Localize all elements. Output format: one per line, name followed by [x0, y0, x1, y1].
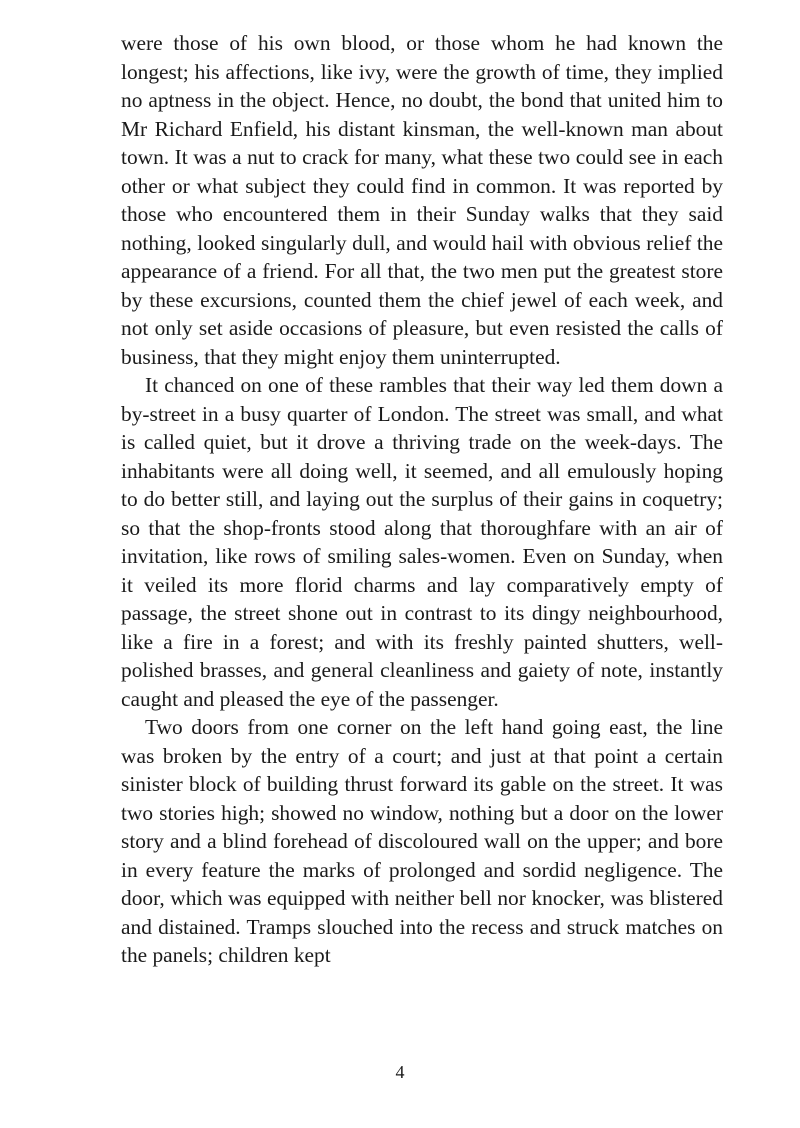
paragraph-1: were those of his own blood, or those whom he had known the longest; his affections, like ivy, were the growth of time, they implied no aptness in the object. Hence, no doubt, the bond that united him to Mr Richard Enfield, his distant kinsman, the well-known man about town. It was a nut to crack for many, what these two could see in each other or what subject they could find in common. It was reported by those who encountered them in their Sunday walks that they said nothing, looked singularly dull, and would hail with obvious relief the appearance of a friend. For all that, the two men put the greatest store by these excursions, counted them the chief jewel of each week, and not only set aside occasions of pleasure, but even resisted the calls of business, that they might enjoy them uninterrupted.: [121, 31, 723, 369]
body-text: [121, 29, 723, 970]
page-number: 4: [395, 1062, 405, 1082]
paragraph-3: Two doors from one corner on the left hand going east, the line was broken by the entry of a court; and just at that point a certain sinister block of building thrust forward its gable on the street. It was two stories high; showed no window, nothing but a door on the lower story and a blind forehead of discoloured wall on the upper; and bore in every feature the marks of prolonged and sordid negligence. The door, which was equipped with neither bell nor knocker, was blistered and distained. Tramps slouched into the recess and struck matches on the panels; children kept: [121, 715, 723, 967]
paragraph-2: It chanced on one of these rambles that their way led them down a by-street in a busy quarter of London. The street was small, and what is called quiet, but it drove a thriving trade on the week-days. The inhabitants were all doing well, it seemed, and all emulously hoping to do better still, and laying out the surplus of their gains in coquetry; so that the shop-fronts stood along that thoroughfare with an air of invitation, like rows of smiling sales-women. Even on Sunday, when it veiled its more florid charms and lay comparatively empty of passage, the street shone out in contrast to its dingy neighbourhood, like a fire in a forest; and with its freshly painted shutters, well-polished brasses, and general cleanliness and gaiety of note, instantly caught and pleased the eye of the passenger.: [121, 373, 723, 711]
